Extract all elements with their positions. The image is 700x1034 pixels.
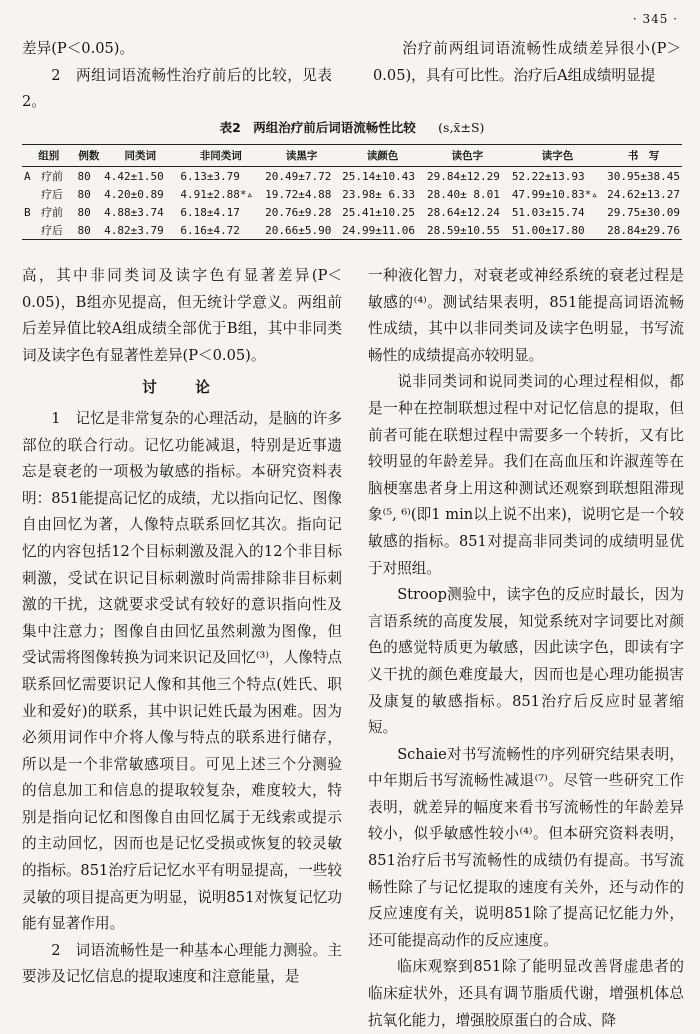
table-2 xyxy=(22,118,682,240)
table-cell xyxy=(22,185,39,203)
data-table xyxy=(22,144,682,240)
paragraph: 差异(P＜0.05)。 xyxy=(22,40,135,57)
table-header-row xyxy=(22,145,682,167)
table-cell: 19.72±4.88 xyxy=(265,187,332,201)
table-cell: 6.16±4.72 xyxy=(180,223,240,237)
bottom-right-column xyxy=(368,263,684,1034)
paragraph: 临床观察到851除了能明显改善肾虚患者的临床症状外，还具有调节脂质代谢，增强机体总抗氧化能力，增强胶原蛋白的合成、降 xyxy=(368,958,684,1029)
top-left-column xyxy=(22,36,332,116)
paragraph: 2 词语流畅性是一种基本心理能力测验。主要涉及记忆信息的提取速度和注意能量，是 xyxy=(22,941,342,986)
paragraph: 高，其中非同类词及读字色有显著差异(P＜0.05)，B组亦见提高，但无统计学意义。两组前后差异值比较A组成绩全部优于B组，其中非同类词及读字色有显著性差异(P＜0.05)。 xyxy=(22,267,342,364)
table-cell: 28.84±29.76 xyxy=(607,223,680,237)
table-header: 组别 xyxy=(38,150,60,162)
table-header: 非同类词 xyxy=(199,150,242,162)
page-number: · 345 · xyxy=(632,12,678,26)
table-row xyxy=(22,167,682,186)
table-cell: 28.40± 8.01 xyxy=(426,187,500,201)
table-header: 同类词 xyxy=(124,150,156,162)
table-cell: 20.76±9.28 xyxy=(265,205,332,219)
table-stat-symbol: (s,x̄±S) xyxy=(438,120,485,135)
table-cell: 25.14±10.43 xyxy=(342,169,416,183)
table-cell: 29.84±12.29 xyxy=(426,169,500,183)
section-heading: 讨 论 xyxy=(142,379,222,397)
paragraph: Schaie对书写流畅性的序列研究结果表明，中年期后书写流畅性减退⁽⁷⁾。尽管一些研究工作表明，就差异的幅度来看书写流畅性的年龄差异较小，似乎敏感性较小⁽⁴⁾。但本研究资料表明，851治疗后书写流畅性的成绩仍有提高。书写流畅性除了与记忆提取的速度有关外，还与动作的反应速度有关，说明851除了提高记忆能力外，还可能提高动作的反应速度。 xyxy=(368,745,684,949)
table-cell: A xyxy=(24,169,31,183)
table-cell: 51.03±15.74 xyxy=(511,205,585,219)
table-cell: 28.59±10.55 xyxy=(426,223,500,237)
table-cell: 4.91±2.88*▵ xyxy=(180,187,254,201)
table-cell: 80 xyxy=(77,169,91,183)
table-cell: 4.82±3.79 xyxy=(104,223,164,237)
table-cell: 80 xyxy=(77,223,91,237)
table-header: 例数 xyxy=(78,150,100,162)
table-cell: 4.88±3.74 xyxy=(104,205,164,219)
table-cell xyxy=(22,221,39,240)
table-cell: 29.75±30.09 xyxy=(607,205,680,219)
table-cell: 24.62±13.27 xyxy=(607,187,680,201)
table-cell: B xyxy=(24,205,31,219)
table-cell: 51.00±17.80 xyxy=(511,223,585,237)
paragraph: Stroop测验中，读字色的反应时最长，因为言语系统的高度发展，知觉系统对字词要比对颜色的感觉特质更为敏感，因此读字色，即读有字义干扰的颜色难度最大，因而也是心理功能损害及康复的敏感指标。851治疗后反应时显著缩短。 xyxy=(368,586,684,737)
table-cell: 20.49±7.72 xyxy=(265,169,332,183)
table-title xyxy=(22,118,682,136)
table-cell: 23.98± 6.33 xyxy=(342,187,416,201)
table-cell: 4.42±1.50 xyxy=(104,169,164,183)
table-cell: 52.22±13.93 xyxy=(511,169,585,183)
table-cell: 28.64±12.24 xyxy=(426,205,500,219)
table-cell: 疗前 xyxy=(41,170,64,183)
paragraph: 1 记忆是非常复杂的心理活动，是脑的许多部位的联合行动。记忆功能减退，特别是近事遗忘是衰老的一项极为敏感的指标。本研究资料表明：851能提高记忆的成绩，尤以指向记忆、图像自由回忆为著，人像特点联系回忆其次。指向记忆的内容包括12个目标刺激及混入的12个非目标刺激，受试在识记目标刺激时尚需排除非目标刺激的干扰，这就要求受试有较好的意识指向性及集中注意力；图像自由回忆虽然刺激为图像，但受试需将图像转换为词来识记及回忆⁽³⁾，人像特点联系回忆需要识记人像和其他三个特点(姓氏、职业和爱好)的联系，其中识记姓氏最为困难。因为必须用词作中介将人像与特点的联系进行储存，所以是一个非常敏感项目。可见上述三个分测验的信息加工和信息的提取较复杂，难度较大，特别是指向记忆和图像自由回忆属于无线索或提示的主动回忆，因而也是记忆受损或恢复的较灵敏的指标。851治疗后记忆水平有明显提高，一些较灵敏的项目提高更为明显，说明851对恢复记忆功能有显著作用。 xyxy=(22,409,342,933)
table-cell: 24.99±11.06 xyxy=(342,223,416,237)
table-row xyxy=(22,185,682,203)
table-cell: 25.41±10.25 xyxy=(342,205,416,219)
paragraph: 一种液化智力，对衰老或神经系统的衰老过程是敏感的⁽⁴⁾。测试结果表明，851能提高词语流畅性成绩，其中以非同类词及读字色明显，书写流畅性的成绩提高亦较明显。 xyxy=(368,267,684,364)
top-right-column xyxy=(373,36,681,89)
table-header: 读颜色 xyxy=(366,150,399,162)
table-row xyxy=(22,221,682,240)
table-title-text: 表2 两组治疗前后词语流畅性比较 xyxy=(219,120,416,135)
table-cell: 80 xyxy=(77,205,91,219)
table-cell: 6.13±3.79 xyxy=(180,169,240,183)
paragraph: 治疗前两组词语流畅性成绩差异很小(P＞0.05)，具有可比性。治疗后A组成绩明显提 xyxy=(373,40,681,84)
table-header: 书 写 xyxy=(627,150,660,162)
table-row xyxy=(22,203,682,221)
paragraph: 说非同类词和说同类词的心理过程相似，都是一种在控制联想过程中对记忆信息的提取，但前者可能在联想过程中需要多一个转折，又有比较明显的年龄差异。我们在高血压和许淑莲等在脑梗塞患者身上用这种测试还观察到联想阻滞现象⁽⁵, ⁶⁾(即1 min以上说不出来)，说明它是一个较敏感的指标。851对提高非同类词的成绩明显优于对照组。 xyxy=(368,373,684,577)
table-cell: 30.95±38.45 xyxy=(607,169,680,183)
table-header: 读黑字 xyxy=(285,150,318,162)
table-cell: 疗后 xyxy=(41,188,64,201)
table-cell: 20.66±5.90 xyxy=(265,223,332,237)
table-cell: 6.18±4.17 xyxy=(180,205,240,219)
table-header: 读色字 xyxy=(451,150,484,162)
table-cell: 4.20±0.89 xyxy=(104,187,164,201)
table-cell: 47.99±10.83*▵ xyxy=(511,187,598,201)
table-header: 读字色 xyxy=(541,150,574,162)
table-cell: 疗后 xyxy=(41,224,64,237)
bottom-left-column xyxy=(22,263,342,991)
table-cell: 80 xyxy=(77,187,91,201)
table-cell: 疗前 xyxy=(41,206,64,219)
paragraph: 2 两组词语流畅性治疗前后的比较，见表2。 xyxy=(22,66,332,111)
